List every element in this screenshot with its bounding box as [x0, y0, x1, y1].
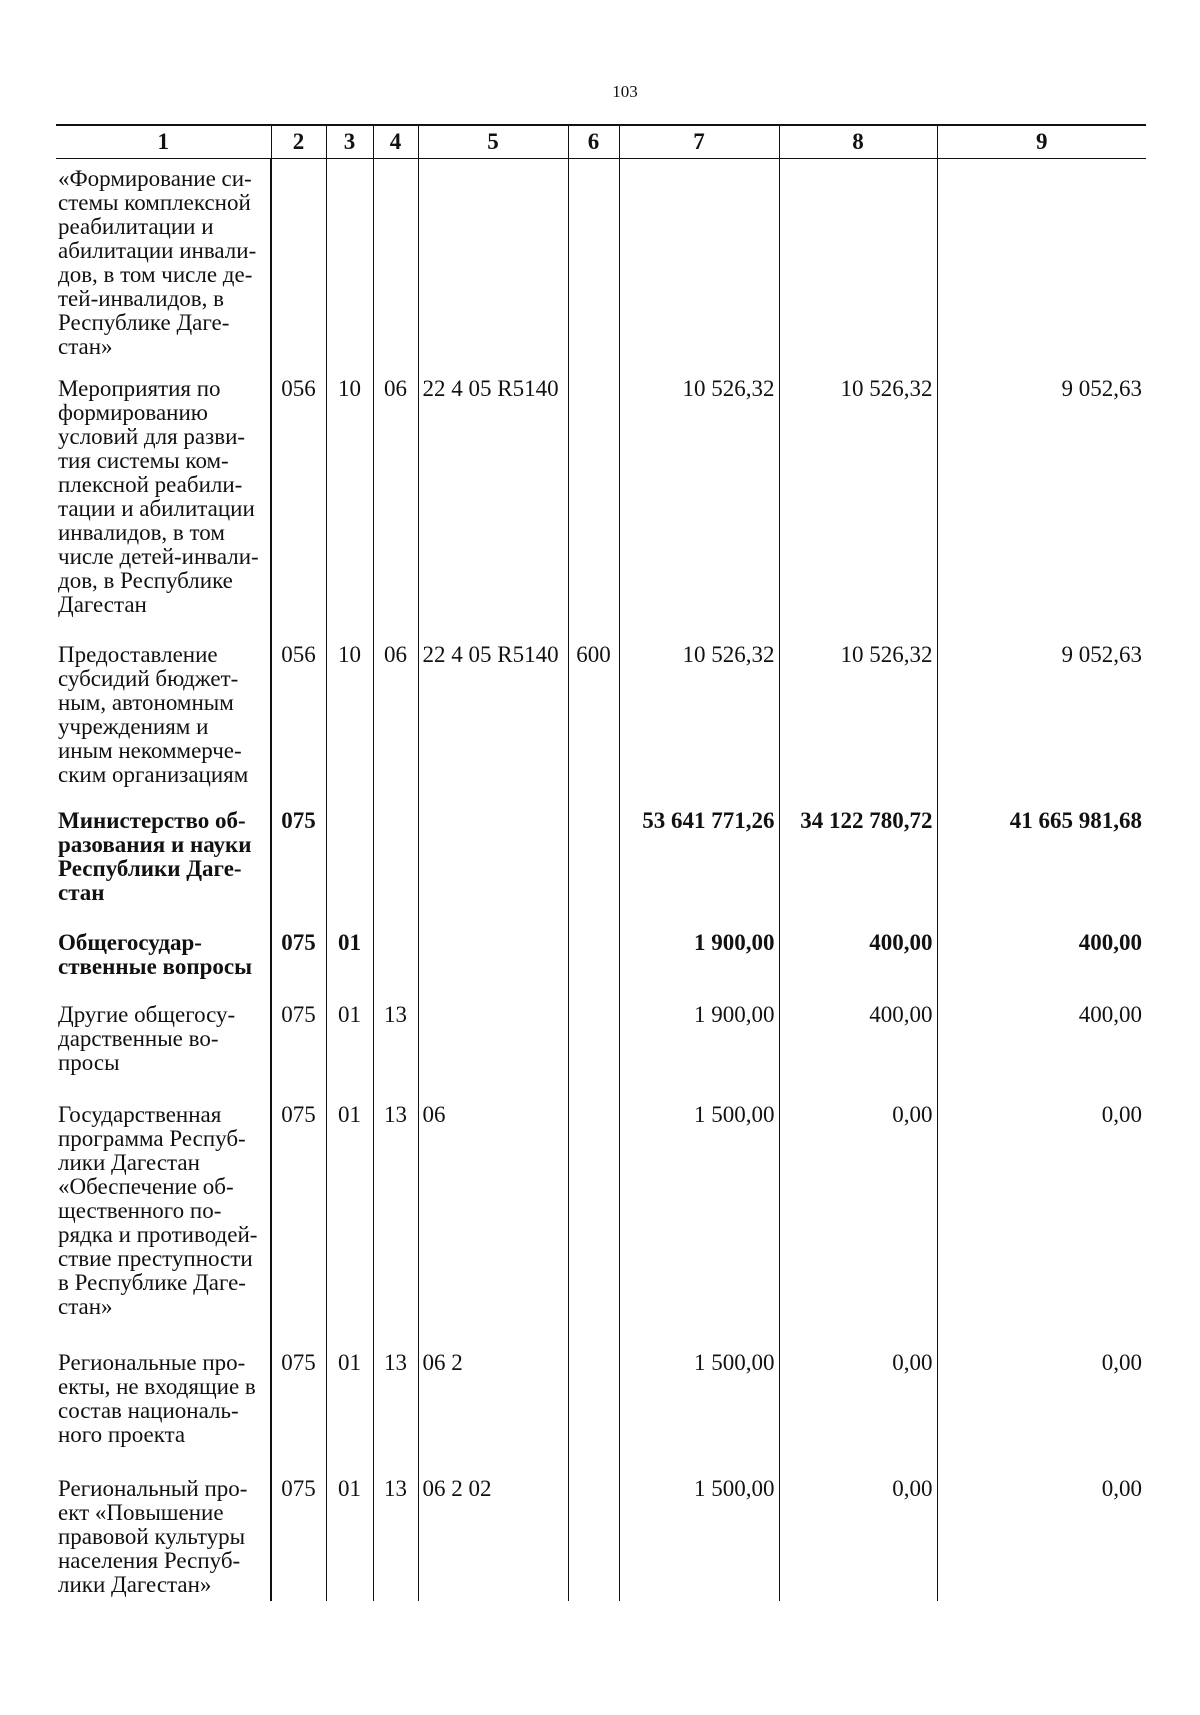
- table-row: [56, 1471, 1146, 1601]
- ministry-code: 075: [271, 1097, 326, 1345]
- table-row: [56, 637, 1146, 803]
- section-code: 01: [326, 1471, 373, 1601]
- column-header: 2: [271, 125, 326, 159]
- table-row: [56, 159, 1146, 372]
- ministry-code: 075: [271, 1345, 326, 1471]
- expense-type-code: 600: [568, 637, 619, 803]
- column-header: 5: [418, 125, 568, 159]
- amount-col-7: 1 500,00: [619, 1471, 779, 1601]
- amount-col-9: [937, 159, 1146, 372]
- ministry-code: 075: [271, 997, 326, 1097]
- amount-col-9: 41 665 981,68: [937, 803, 1146, 925]
- expense-type-code: [568, 371, 619, 637]
- amount-col-7: 1 500,00: [619, 1097, 779, 1345]
- table-row: [56, 1345, 1146, 1471]
- row-name: Министерство об- разования и науки Республики Даге- стан: [56, 803, 271, 925]
- section-code: 10: [326, 371, 373, 637]
- amount-col-8: 10 526,32: [779, 371, 937, 637]
- page-number: 103: [612, 82, 638, 101]
- table-row: [56, 925, 1146, 997]
- amount-col-9: 9 052,63: [937, 637, 1146, 803]
- amount-col-9: 0,00: [937, 1471, 1146, 1601]
- row-name: Государственная программа Респуб- лики Дагестан «Обеспечение об- щественного по- рядка и противодей- ствие преступности в Республике Даге- стан»: [56, 1097, 271, 1345]
- target-article-code: 22 4 05 R5140: [418, 637, 568, 803]
- subsection-code: 06: [373, 637, 418, 803]
- table-body: [56, 159, 1146, 1602]
- subsection-code: [373, 159, 418, 372]
- subsection-code: 13: [373, 1471, 418, 1601]
- section-code: [326, 803, 373, 925]
- amount-col-9: 400,00: [937, 925, 1146, 997]
- amount-col-7: 10 526,32: [619, 637, 779, 803]
- expense-type-code: [568, 1471, 619, 1601]
- amount-col-7: 1 900,00: [619, 997, 779, 1097]
- subsection-code: [373, 803, 418, 925]
- amount-col-8: 400,00: [779, 997, 937, 1097]
- ministry-code: 075: [271, 803, 326, 925]
- row-name: «Формирование си- стемы комплексной реабилитации и абилитации инвали- дов, в том числе де- тей-инвалидов, в Республике Даге- стан»: [56, 159, 271, 371]
- row-name: Другие общегосу- дарственные во- просы: [56, 997, 271, 1097]
- amount-col-9: 400,00: [937, 997, 1146, 1097]
- column-header: 1: [56, 125, 271, 159]
- amount-col-8: [779, 159, 937, 372]
- section-code: 01: [326, 1097, 373, 1345]
- table-row: [56, 803, 1146, 925]
- table-row: [56, 997, 1146, 1097]
- column-header: 4: [373, 125, 418, 159]
- ministry-code: 056: [271, 637, 326, 803]
- header-row: [56, 125, 1146, 159]
- target-article-code: [418, 159, 568, 372]
- expense-type-code: [568, 1345, 619, 1471]
- column-header: 3: [326, 125, 373, 159]
- budget-table: [56, 124, 1146, 1601]
- ministry-code: 056: [271, 371, 326, 637]
- subsection-code: [373, 925, 418, 997]
- expense-type-code: [568, 803, 619, 925]
- row-name: Предоставление субсидий бюджет- ным, автономным учреждениям и иным некоммерче- ским организациям: [56, 637, 271, 803]
- ministry-code: [271, 159, 326, 372]
- row-name: Мероприятия по формированию условий для разви- тия системы ком- плексной реабили- тации и абилитации инвалидов, в том числе детей-инвали- дов, в Республике Дагестан: [56, 371, 271, 637]
- row-name: Региональный про- ект «Повышение правовой культуры населения Респуб- лики Дагестан»: [56, 1471, 271, 1601]
- section-code: 01: [326, 1345, 373, 1471]
- section-code: 01: [326, 997, 373, 1097]
- amount-col-9: 9 052,63: [937, 371, 1146, 637]
- ministry-code: 075: [271, 1471, 326, 1601]
- section-code: 10: [326, 637, 373, 803]
- target-article-code: [418, 997, 568, 1097]
- amount-col-7: [619, 159, 779, 372]
- amount-col-7: 10 526,32: [619, 371, 779, 637]
- amount-col-8: 0,00: [779, 1471, 937, 1601]
- expense-type-code: [568, 925, 619, 997]
- amount-col-9: 0,00: [937, 1097, 1146, 1345]
- table-row: [56, 1097, 1146, 1345]
- ministry-code: 075: [271, 925, 326, 997]
- amount-col-8: 400,00: [779, 925, 937, 997]
- column-header: 7: [619, 125, 779, 159]
- expense-type-code: [568, 997, 619, 1097]
- column-header: 6: [568, 125, 619, 159]
- subsection-code: 13: [373, 997, 418, 1097]
- column-header: 9: [937, 125, 1146, 159]
- expense-type-code: [568, 159, 619, 372]
- target-article-code: 22 4 05 R5140: [418, 371, 568, 637]
- expense-type-code: [568, 1097, 619, 1345]
- amount-col-9: 0,00: [937, 1345, 1146, 1471]
- subsection-code: 13: [373, 1345, 418, 1471]
- section-code: 01: [326, 925, 373, 997]
- amount-col-8: 34 122 780,72: [779, 803, 937, 925]
- target-article-code: [418, 803, 568, 925]
- column-header: 8: [779, 125, 937, 159]
- amount-col-8: 10 526,32: [779, 637, 937, 803]
- amount-col-7: 53 641 771,26: [619, 803, 779, 925]
- amount-col-7: 1 500,00: [619, 1345, 779, 1471]
- amount-col-8: 0,00: [779, 1097, 937, 1345]
- subsection-code: 13: [373, 1097, 418, 1345]
- row-name: Региональные про- екты, не входящие в состав националь- ного проекта: [56, 1345, 271, 1471]
- section-code: [326, 159, 373, 372]
- amount-col-8: 0,00: [779, 1345, 937, 1471]
- table-row: [56, 371, 1146, 637]
- subsection-code: 06: [373, 371, 418, 637]
- row-name: Общегосудар- ственные вопросы: [56, 925, 271, 997]
- target-article-code: 06: [418, 1097, 568, 1345]
- amount-col-7: 1 900,00: [619, 925, 779, 997]
- target-article-code: 06 2 02: [418, 1471, 568, 1601]
- target-article-code: 06 2: [418, 1345, 568, 1471]
- target-article-code: [418, 925, 568, 997]
